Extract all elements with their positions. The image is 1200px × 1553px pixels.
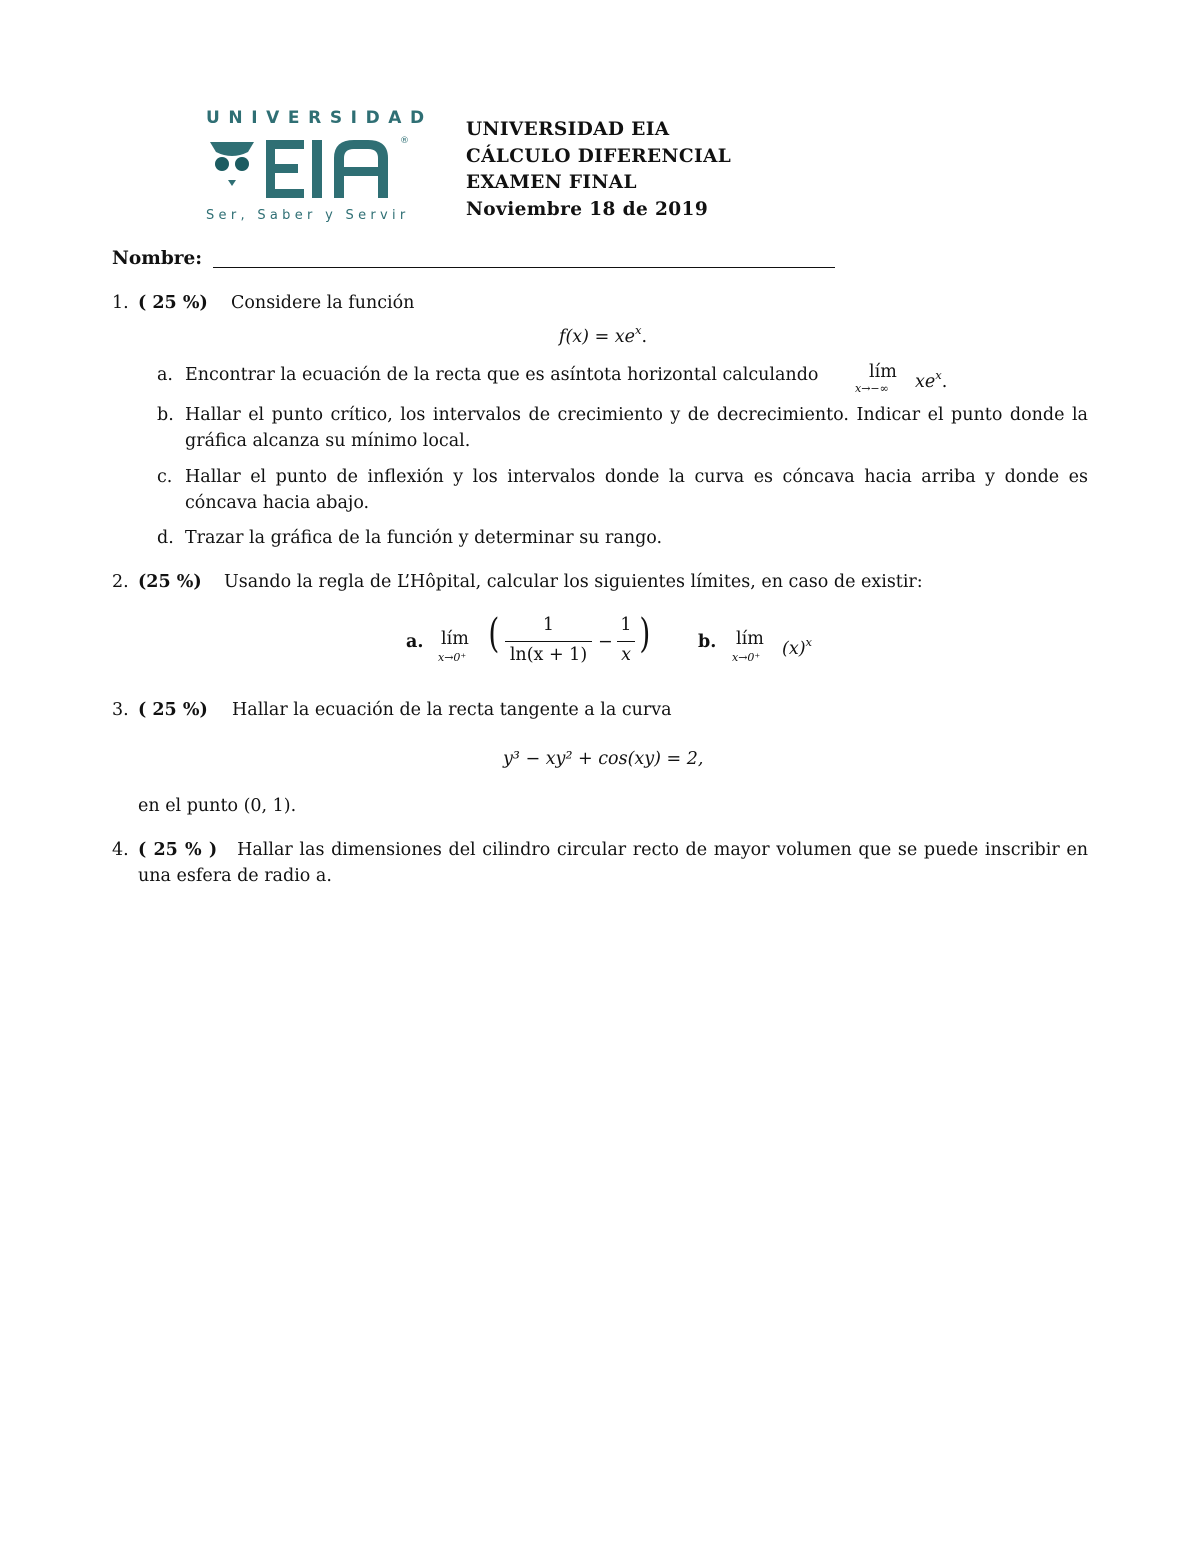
name-input-line[interactable] — [213, 267, 835, 268]
name-label: Nombre: — [112, 248, 203, 269]
header-date: Noviembre 18 de 2019 — [466, 198, 709, 220]
limit-expression — [782, 629, 812, 662]
registered-mark: ® — [400, 136, 409, 146]
formula-end: . — [641, 327, 648, 347]
item-c-text: Hallar el punto de inflexión y los intervalos donde la curva es cóncava hacia arriba y donde es cóncava hacia abajo. — [185, 467, 1088, 513]
item-label: d. — [157, 528, 174, 548]
item-label: a. — [157, 365, 173, 385]
question-text: Hallar las dimensiones del cilindro circular recto de mayor volumen que se puede inscribir en una esfera de radio a. — [138, 840, 1088, 886]
limit-expr-end: . — [941, 372, 948, 392]
fraction-bar — [617, 641, 635, 642]
limit-expr-exponent: x — [935, 368, 942, 382]
question-number: 3. — [112, 700, 129, 720]
limit-expr-main: (x) — [782, 639, 806, 659]
item-a-text: Encontrar la ecuación de la recta que es asíntota horizontal calculando — [185, 365, 819, 385]
limit-subscript: x→−∞ — [855, 382, 889, 395]
limit-expr-main: xe — [915, 372, 936, 392]
header-university: UNIVERSIDAD EIA — [466, 119, 670, 140]
fraction-numerator: 1 — [542, 615, 555, 635]
question-intro: Hallar la ecuación de la recta tangente a la curva — [232, 700, 672, 720]
fraction-denominator: x — [621, 645, 631, 665]
logo-tagline: Ser, Saber y Servir — [206, 208, 410, 223]
display-formula — [559, 317, 647, 350]
question-weight: ( 25 % ) — [138, 840, 218, 860]
fraction-denominator: ln(x + 1) — [509, 645, 588, 665]
formula-exponent: x — [635, 323, 642, 337]
question-number: 2. — [112, 572, 129, 592]
item-d-text: Trazar la gráfica de la función y determinar su rango. — [185, 528, 663, 548]
question-weight: ( 25 %) — [138, 293, 208, 313]
minus-sign: − — [598, 632, 613, 652]
fraction-bar — [505, 641, 592, 642]
display-formula: y³ − xy² + cos(xy) = 2, — [503, 749, 704, 769]
formula-main: f(x) = xe — [559, 327, 636, 347]
logo-mark-icon — [208, 136, 408, 206]
name-field[interactable] — [112, 248, 836, 274]
limit-subscript: x→0⁺ — [438, 651, 467, 664]
question-weight: (25 %) — [138, 572, 202, 592]
limit-expr-exponent: x — [805, 635, 813, 649]
question-point-text: en el punto (0, 1). — [138, 796, 297, 816]
question-intro: Usando la regla de L’Hôpital, calcular los siguientes límites, en caso de existir: — [224, 572, 923, 592]
limit-operator: lím — [736, 629, 764, 649]
question-body — [138, 837, 1088, 889]
question-intro: Considere la función — [231, 293, 415, 313]
part-label: a. — [406, 632, 424, 652]
question-number: 1. — [112, 293, 129, 313]
left-paren: ( — [488, 611, 500, 657]
university-logo — [200, 108, 433, 230]
header-exam-type: EXAMEN FINAL — [466, 172, 637, 193]
header-course: CÁLCULO DIFERENCIAL — [466, 145, 732, 167]
limit-subscript: x→0⁺ — [732, 651, 761, 664]
limit-operator: lím — [441, 629, 469, 649]
question-weight: ( 25 %) — [138, 700, 208, 720]
item-label: c. — [157, 467, 173, 487]
logo-top-text: UNIVERSIDAD — [206, 108, 433, 128]
exam-header — [466, 117, 731, 223]
right-paren: ) — [639, 611, 651, 657]
limit-operator: lím — [869, 362, 897, 382]
item-label: b. — [157, 405, 174, 425]
limit-expression — [915, 362, 947, 395]
item-b-text: Hallar el punto crítico, los intervalos de crecimiento y de decrecimiento. Indicar el punto donde la gráfica alcanza su mínimo local. — [185, 405, 1088, 451]
question-number: 4. — [112, 840, 129, 860]
part-label: b. — [698, 632, 717, 652]
fraction-numerator: 1 — [620, 615, 632, 635]
